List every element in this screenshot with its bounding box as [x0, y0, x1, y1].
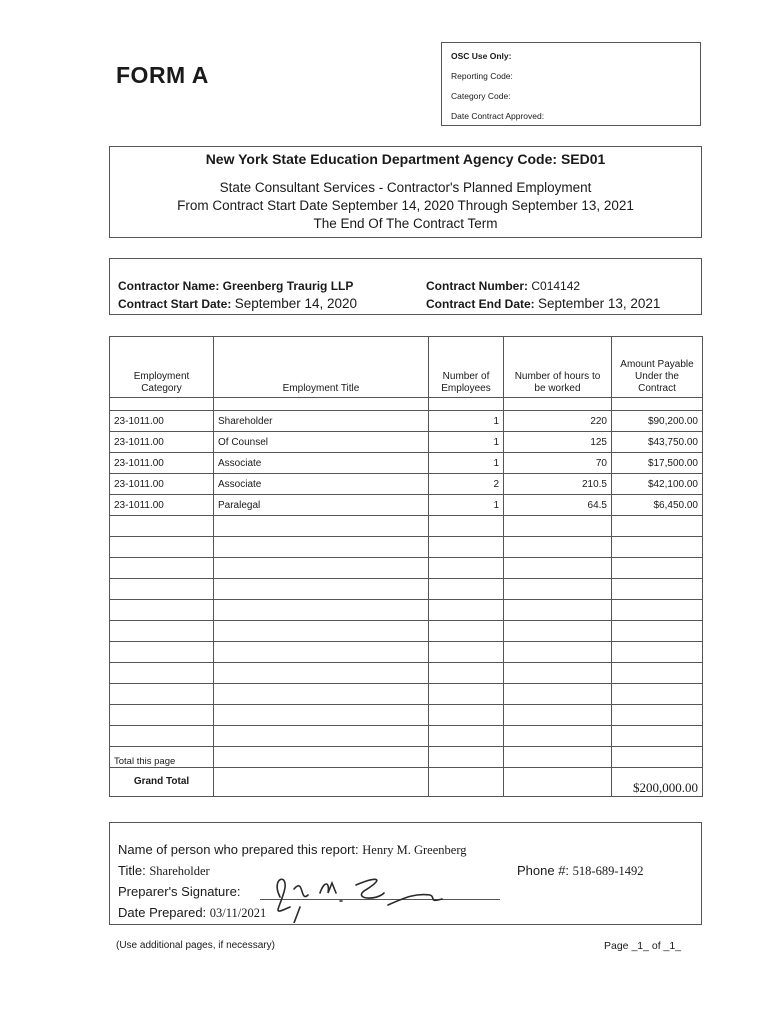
preparer-phone-label: Phone #:: [517, 863, 570, 878]
table-row: [110, 432, 703, 453]
cell-category: 23-1011.00: [110, 474, 214, 495]
contract-end-value: September 13, 2021: [538, 296, 661, 311]
agency-box: [109, 146, 702, 238]
empty-row: [110, 621, 703, 642]
empty-row: [110, 558, 703, 579]
contract-number: [426, 279, 580, 293]
cell-title: Shareholder: [214, 411, 429, 432]
page-number: Page _1_ of _1_: [604, 940, 682, 952]
cell-hours: 125: [504, 432, 612, 453]
contract-start-value: September 14, 2020: [234, 296, 358, 311]
spacer-row: [110, 398, 703, 411]
cell-amount: $43,750.00: [612, 432, 703, 453]
grand-total-value: $200,000.00: [612, 768, 703, 797]
additional-pages-note: (Use additional pages, if necessary): [116, 940, 275, 951]
employment-table: [109, 336, 703, 797]
table-row: [110, 453, 703, 474]
cell-hours: 64.5: [504, 495, 612, 516]
table-row: [110, 411, 703, 432]
cell-hours: 220: [504, 411, 612, 432]
header-title: Employment Title: [214, 337, 429, 398]
header-amount: Amount Payable Under the Contract: [612, 337, 703, 398]
agency-line-3: The End Of The Contract Term: [313, 216, 498, 231]
empty-row: [110, 600, 703, 621]
cell-title: Of Counsel: [214, 432, 429, 453]
empty-row: [110, 705, 703, 726]
preparer-box: [109, 822, 702, 925]
contract-number-value: C014142: [531, 279, 581, 293]
table-header-row: [110, 337, 703, 398]
reporting-code-label: Reporting Code:: [451, 71, 513, 81]
cell-employees: 1: [429, 495, 504, 516]
preparer-signature-label: Preparer's Signature:: [118, 884, 241, 899]
preparer-date-line: [118, 905, 266, 921]
cell-category: 23-1011.00: [110, 495, 214, 516]
empty-row: [110, 684, 703, 705]
preparer-date-label: Date Prepared:: [118, 905, 207, 920]
cell-employees: 1: [429, 432, 504, 453]
contract-number-label: Contract Number:: [426, 279, 529, 293]
total-page-row: [110, 747, 703, 768]
date-approved-label: Date Contract Approved:: [451, 111, 545, 121]
total-page-label: Total this page: [110, 747, 214, 768]
category-code-label: Category Code:: [451, 91, 511, 101]
table-row: [110, 495, 703, 516]
cell-employees: 1: [429, 411, 504, 432]
grand-total-label: Grand Total: [110, 768, 214, 797]
cell-amount: $6,450.00: [612, 495, 703, 516]
form-title: FORM A: [116, 62, 209, 88]
cell-employees: 1: [429, 453, 504, 474]
grand-total-row: [110, 768, 703, 797]
preparer-name-label: Name of person who prepared this report:: [118, 842, 359, 857]
agency-heading: New York State Education Department Agency Code: SED01: [205, 151, 606, 167]
contractor-box: [109, 258, 702, 315]
empty-row: [110, 642, 703, 663]
cell-hours: 210.5: [504, 474, 612, 495]
cell-amount: $42,100.00: [612, 474, 703, 495]
contract-start: [118, 296, 357, 311]
empty-row: [110, 537, 703, 558]
preparer-title-value: Shareholder: [149, 864, 210, 878]
cell-title: Associate: [214, 453, 429, 474]
handwritten-signature: [260, 867, 470, 923]
preparer-name-value: Henry M. Greenberg: [362, 843, 467, 857]
empty-row: [110, 579, 703, 600]
contract-start-label: Contract Start Date:: [118, 297, 232, 311]
table-row: [110, 474, 703, 495]
preparer-title-label: Title:: [118, 863, 146, 878]
cell-title: Associate: [214, 474, 429, 495]
cell-category: 23-1011.00: [110, 453, 214, 474]
preparer-phone-value: 518-689-1492: [572, 864, 644, 878]
empty-row: [110, 663, 703, 684]
header-category: Employment Category: [110, 337, 214, 398]
cell-amount: $17,500.00: [612, 453, 703, 474]
contractor-name: Contractor Name: Greenberg Traurig LLP: [118, 279, 354, 293]
contract-end: [426, 296, 660, 311]
agency-line-1: State Consultant Services - Contractor's Planned Employment: [219, 180, 592, 195]
header-employees: Number of Employees: [429, 337, 504, 398]
osc-heading: OSC Use Only:: [451, 51, 512, 61]
empty-row: [110, 516, 703, 537]
cell-amount: $90,200.00: [612, 411, 703, 432]
cell-title: Paralegal: [214, 495, 429, 516]
header-hours: Number of hours to be worked: [504, 337, 612, 398]
agency-line-2: From Contract Start Date September 14, 2020 Through September 13, 2021: [177, 198, 634, 213]
cell-hours: 70: [504, 453, 612, 474]
preparer-date-value: 03/11/2021: [209, 906, 267, 920]
preparer-name-line: [118, 842, 467, 858]
preparer-title-line: [118, 863, 210, 879]
empty-row: [110, 726, 703, 747]
cell-category: 23-1011.00: [110, 432, 214, 453]
cell-employees: 2: [429, 474, 504, 495]
preparer-phone-line: [517, 863, 644, 879]
osc-use-box: [441, 42, 701, 126]
cell-category: 23-1011.00: [110, 411, 214, 432]
contract-end-label: Contract End Date:: [426, 297, 535, 311]
